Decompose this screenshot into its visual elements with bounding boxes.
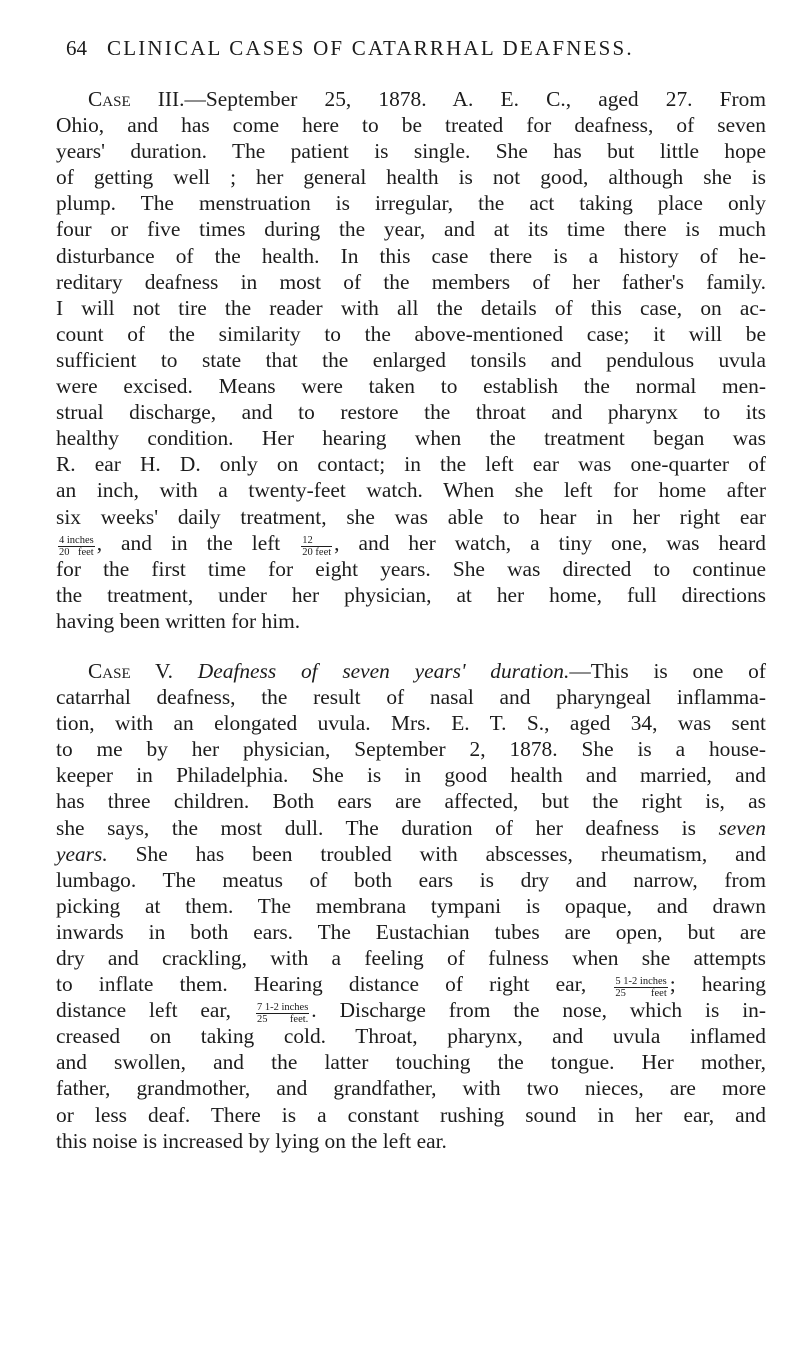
page-body (56, 86, 766, 1154)
text-line: plump. The menstruation is irregular, the act taking place only (56, 191, 766, 216)
text-line: she says, the most dull. The duration of her deafness is seven (56, 815, 766, 840)
page-number: 64 (66, 36, 87, 60)
text-line: creased on taking cold. Throat, pharynx, and uvula inflamed (56, 1024, 766, 1049)
text-line: disturbance of the health. In this case there is a history of he- (56, 243, 766, 268)
hearing-fraction-left: $\frac{\text{7 1-2 inches}}{\text{25 feet.}}$ (256, 1002, 309, 1026)
text-line: lumbago. The meatus of both ears is dry and narrow, from (56, 867, 766, 892)
text-line: distance left ear, $\frac{\text{7 1-2 inches}}{\text{25 feet.}}$ . Discharge from the nose, which is in- (56, 998, 766, 1026)
text-line: an inch, with a twenty-feet watch. When she left for home after (56, 478, 766, 503)
text-line: Case III.—September 25, 1878. A. E. C., aged 27. From (88, 87, 767, 111)
text-line: $\frac{\text{4 inches}}{\text{20 feet}}$ , and in the left $\frac{12}{\text{20 feet}}$ , and her watch, a tiny one, was heard (59, 530, 766, 558)
text-line: this noise is increased by lying on the left ear. (56, 1128, 447, 1153)
case-3-heading: Case III. (88, 87, 185, 111)
text-line: and swollen, and the latter touching the tongue. Her mother, (56, 1050, 766, 1075)
text-line: sufficient to state that the enlarged tonsils and pendulous uvula (56, 347, 766, 372)
text-line: picking at them. The membrana tympani is opaque, and drawn (56, 893, 766, 918)
case-5-title: Deafness of seven years' duration. (197, 658, 570, 683)
text-line: four or five times during the year, and at its time there is much (56, 217, 766, 242)
text-line: years' duration. The patient is single. She has but little hope (56, 139, 766, 164)
text-line: to me by her physician, September 2, 1878. She is a house- (56, 737, 766, 762)
text-line: of getting well ; her general health is not good, although she is (56, 165, 766, 190)
text-line: Case V. Deafness of seven years' duration.—This is one of (88, 658, 766, 683)
text-line: has three children. Both ears are affected, but the right is, as (56, 789, 766, 814)
text-line: were excised. Means were taken to establish the normal men- (56, 374, 766, 399)
text-line: reditary deafness in most of the members of her father's family. (56, 269, 766, 294)
hearing-fraction-left: $\frac{12}{\text{20 feet}}$ (302, 534, 332, 558)
text-line: Ohio, and has come here to be treated for deafness, of seven (56, 113, 766, 138)
text-line: tion, with an elongated uvula. Mrs. E. T. S., aged 34, was sent (56, 711, 766, 736)
text-line: strual discharge, and to restore the throat and pharynx to its (56, 400, 766, 425)
text-line: six weeks' daily treatment, she was able to hear in her right ear (56, 504, 766, 529)
text-line: R. ear H. D. only on contact; in the left ear was one-quarter of (56, 452, 766, 477)
text-line: or less deaf. There is a constant rushing sound in her ear, and (56, 1102, 766, 1127)
text-line: for the first time for eight years. She was directed to continue (56, 556, 766, 581)
text-line: having been written for him. (56, 608, 301, 633)
text-line: dry and crackling, with a feeling of fulness when she attempts (56, 946, 766, 970)
hearing-fraction-right: $\frac{\text{4 inches}}{\text{20 feet}}$ (59, 534, 94, 558)
text-line: healthy condition. Her hearing when the treatment began was (56, 426, 766, 451)
text-line: father, grandmother, and grandfather, with two nieces, are more (56, 1076, 766, 1101)
text-line: catarrhal deafness, the result of nasal and pharyngeal inflamma- (56, 685, 766, 710)
paragraph-gap (56, 634, 766, 658)
case-3-paragraph (56, 86, 766, 634)
text-line: to inflate them. Hearing distance of right ear, $\frac{\text{5 1-2 inches}}{\text{25 feet}}$ ; hearing (56, 972, 766, 1000)
text-line: the treatment, under her physician, at her home, full directions (56, 582, 766, 607)
running-header (66, 36, 760, 61)
running-title: CLINICAL CASES OF CATARRHAL DEAFNESS. (107, 36, 634, 60)
case-5-paragraph (56, 658, 766, 1154)
text-line: count of the similarity to the above-mentioned case; it will be (56, 321, 766, 346)
text-line: inwards in both ears. The Eustachian tubes are open, but are (56, 919, 766, 944)
case-5-heading: Case V. (88, 658, 174, 683)
text-line: I will not tire the reader with all the details of this case, on ac- (56, 295, 766, 320)
text-line: keeper in Philadelphia. She is in good health and married, and (56, 763, 766, 788)
hearing-fraction-right: $\frac{\text{5 1-2 inches}}{\text{25 feet}}$ (615, 976, 667, 1000)
text-line: years. She has been troubled with abscesses, rheumatism, and (56, 841, 766, 866)
